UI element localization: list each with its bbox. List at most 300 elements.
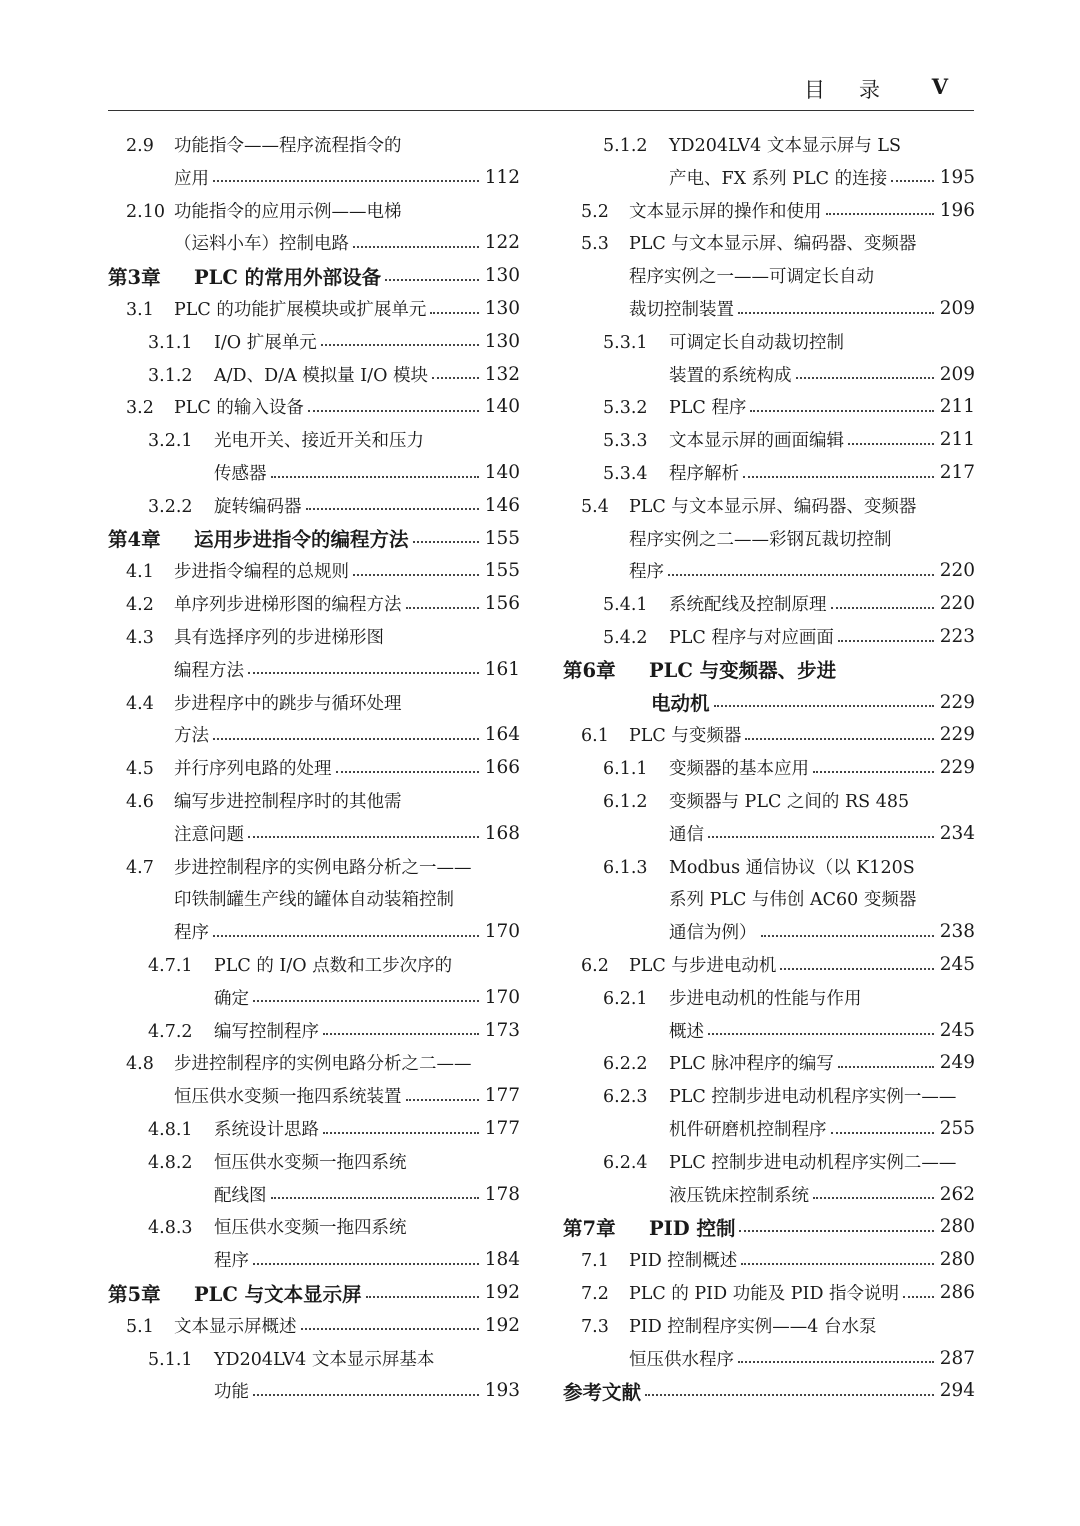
toc-page-number: 130: [484, 330, 520, 352]
toc-page-number: 234: [939, 822, 975, 844]
toc-entry-title: 恒压供水变频一拖四系统装置: [174, 1087, 402, 1108]
toc-leader-dots: [323, 1132, 479, 1134]
toc-entry-number: 7.3: [581, 1316, 609, 1337]
toc-page-number: 280: [939, 1216, 975, 1238]
toc-entry-label: [581, 493, 916, 518]
toc-entry: [563, 456, 975, 489]
toc-entry-title: PID 控制: [649, 1216, 736, 1240]
toc-entry-label: [603, 1083, 956, 1108]
toc-leader-dots: [831, 607, 934, 609]
toc-entry-title: A/D、D/A 模拟量 I/O 模块: [214, 365, 428, 386]
toc-entry: [563, 259, 975, 292]
toc-leader-dots: [708, 836, 934, 838]
toc-entry-label: [108, 262, 381, 290]
toc-entry-title: PLC 的 PID 功能及 PID 指令说明: [629, 1284, 900, 1304]
toc-entry: [108, 1276, 520, 1309]
toc-entry-title: 程序实例之一——可调定长自动: [629, 267, 874, 288]
toc-entry-number: 3.2: [126, 398, 154, 419]
toc-leader-dots: [745, 738, 933, 740]
toc-entry: [108, 522, 520, 555]
toc-entry-number: 3.2.2: [148, 496, 193, 517]
toc-leader-dots: [406, 607, 479, 609]
toc-entry-title: 恒压供水变频一拖四系统: [214, 1218, 407, 1239]
toc-entry-label: [214, 1182, 267, 1207]
toc-entry: [563, 1112, 975, 1145]
toc-leader-dots: [743, 476, 934, 478]
header-title: [804, 74, 914, 104]
toc-entry-label: [581, 1247, 737, 1272]
toc-entry-label: [214, 1247, 249, 1272]
toc-entry: [108, 325, 520, 358]
toc-entry-label: [214, 1378, 249, 1403]
toc-entry: [108, 358, 520, 391]
toc-leader-dots: [323, 1033, 479, 1035]
toc-entry: [563, 587, 975, 620]
toc-page-number: 170: [484, 986, 520, 1008]
toc-entry-label: [214, 985, 249, 1010]
toc-entry-label: [148, 1018, 319, 1043]
toc-page-number: 112: [484, 166, 520, 188]
toc-entry-label: [108, 524, 409, 552]
toc-leader-dots: [831, 1132, 934, 1134]
toc-entry-title: 通信为例）: [669, 923, 757, 944]
toc-entry: [108, 915, 520, 948]
toc-page-number: 195: [939, 166, 975, 188]
toc-entry-label: [651, 688, 710, 716]
toc-page-number: 178: [484, 1183, 520, 1205]
toc-entry-title: 光电开关、接近开关和压力: [214, 431, 424, 452]
toc-page-number: 223: [939, 626, 975, 647]
toc-entry-number: 第6章: [563, 659, 616, 683]
toc-entry: [108, 784, 520, 817]
toc-entry-number: 5.3.3: [603, 431, 648, 452]
toc-entry-label: [126, 1313, 297, 1338]
toc-entry: [563, 489, 975, 522]
toc-entry-number: 5.1.1: [148, 1349, 193, 1370]
toc-entry: [108, 882, 520, 915]
toc-entry-title: 运用步进指令的编程方法: [194, 528, 409, 552]
toc-entry-title: PLC 的功能扩展模块或扩展单元: [174, 300, 427, 320]
toc-entry: [563, 226, 975, 259]
toc-entry-title: I/O 扩展单元: [214, 332, 317, 353]
toc-leader-dots: [413, 541, 479, 543]
toc-entry-title: 系统设计思路: [214, 1120, 319, 1140]
toc-entry: [563, 554, 975, 587]
toc-page-number: 177: [484, 1085, 520, 1107]
toc-entry-title: 恒压供水变频一拖四系统: [214, 1152, 407, 1173]
toc-page-number: 229: [939, 691, 975, 713]
toc-entry-number: 5.1.2: [603, 136, 648, 156]
toc-entry: [108, 390, 520, 423]
toc-entry-title: 系列 PLC 与伟创 AC60 变频器: [669, 890, 917, 911]
toc-entry: [563, 1342, 975, 1375]
toc-entry: [108, 292, 520, 325]
toc-entry-number: 5.3.1: [603, 332, 648, 353]
toc-entry-title: 注意问题: [174, 824, 244, 845]
toc-entry-number: 5.3.2: [603, 398, 648, 419]
toc-entry: [108, 1112, 520, 1145]
toc-leader-dots: [750, 410, 933, 412]
toc-entry-label: [174, 886, 454, 911]
toc-entry-title: YD204LV4 文本显示屏基本: [214, 1349, 435, 1370]
toc-entry-label: [603, 394, 746, 419]
toc-entry-number: 第7章: [563, 1216, 616, 1240]
toc-entry-label: [603, 329, 844, 354]
toc-entry: [108, 620, 520, 653]
toc-leader-dots: [741, 1263, 933, 1265]
toc-entry: [563, 325, 975, 358]
toc-entry: [563, 784, 975, 817]
toc-entry-label: [126, 755, 332, 780]
toc-entry: [563, 1046, 975, 1079]
toc-entry-label: [563, 1377, 641, 1405]
toc-entry: [563, 161, 975, 194]
toc-leader-dots: [430, 312, 478, 314]
toc-page-number: 192: [484, 1282, 520, 1303]
toc-entry: [563, 1079, 975, 1112]
toc-leader-dots: [903, 1296, 934, 1298]
toc-entry-label: [126, 132, 402, 157]
toc-entry-title: PLC 程序与对应画面: [669, 628, 834, 648]
toc-page-number: 140: [484, 396, 520, 418]
toc-entry-label: [669, 1182, 809, 1207]
toc-entry-title: 旋转编码器: [214, 496, 302, 517]
toc-entry: [563, 292, 975, 325]
toc-entry-title: Modbus 通信协议（以 K120S: [669, 857, 915, 878]
toc-entry-label: [669, 886, 916, 911]
toc-entry: [108, 456, 520, 489]
toc-entry-title: 步进控制程序的实例电路分析之一——: [174, 857, 472, 878]
toc-entry-label: [629, 296, 734, 321]
toc-entry-label: [148, 1346, 434, 1371]
toc-entry-title: 变频器的基本应用: [669, 759, 809, 780]
toc-entry: [563, 1374, 975, 1407]
toc-entry-number: 4.8: [126, 1054, 154, 1075]
toc-entry-title: 确定: [214, 988, 249, 1009]
toc-page-number: 196: [939, 199, 975, 221]
toc-entry: [108, 489, 520, 522]
toc-entry-title: 程序: [174, 923, 209, 944]
toc-entry-title: 程序: [214, 1251, 249, 1272]
toc-entry-label: [126, 198, 402, 223]
toc-entry: [563, 1210, 975, 1243]
toc-entry-title: 可调定长自动裁切控制: [669, 332, 844, 353]
toc-page-number: 168: [484, 822, 520, 844]
toc-entry: [108, 817, 520, 850]
toc-entry-title: 机件研磨机控制程序: [669, 1120, 827, 1140]
toc-page-number: 211: [939, 396, 975, 418]
toc-entry: [108, 128, 520, 161]
toc-entry-number: 4.8.3: [148, 1218, 193, 1239]
toc-leader-dots: [780, 968, 933, 970]
toc-entry: [563, 751, 975, 784]
toc-leader-dots: [366, 1296, 479, 1298]
toc-entry-title: PLC 与文本显示屏: [194, 1282, 362, 1306]
toc-entry-label: [603, 755, 809, 780]
toc-entry-title: PLC 的输入设备: [174, 398, 304, 419]
toc-entry-label: [174, 1083, 402, 1108]
toc-entry-label: [148, 952, 452, 977]
toc-entry-title: 文本显示屏的操作和使用: [629, 201, 822, 222]
toc-page-number: 130: [484, 265, 520, 287]
toc-entry-label: [126, 624, 384, 649]
toc-leader-dots: [336, 771, 479, 773]
toc-entry-label: [581, 722, 741, 747]
toc-entry-title: 变频器与 PLC 之间的 RS 485: [669, 792, 910, 812]
toc-entry-label: [214, 460, 267, 485]
toc-entry-label: [581, 198, 822, 223]
toc-page-number: 220: [939, 560, 975, 582]
toc-entry: [108, 1210, 520, 1243]
toc-entry-title: PLC 与步进电动机: [629, 956, 777, 976]
toc-entry-number: 第5章: [108, 1282, 161, 1306]
toc-entry: [563, 194, 975, 227]
toc-entry-label: [126, 558, 349, 583]
toc-entry-number: 2.10: [126, 201, 165, 222]
toc-page-number: 238: [939, 921, 975, 943]
toc-entry-number: 4.4: [126, 693, 154, 714]
toc-entry-title: PID 控制程序实例——4 台水泵: [629, 1316, 877, 1337]
toc-entry-title: PLC 与变频器: [629, 726, 742, 747]
toc-leader-dots: [353, 574, 479, 576]
toc-entry: [108, 226, 520, 259]
toc-page-number: 177: [484, 1118, 520, 1139]
toc-entry-label: [603, 854, 915, 879]
toc-leader-dots: [213, 738, 479, 740]
toc-entry-label: [126, 296, 426, 321]
toc-entry: [563, 882, 975, 915]
toc-page-number: 173: [484, 1019, 520, 1041]
toc-entry-label: [669, 165, 887, 190]
toc-entry-label: [174, 919, 209, 944]
toc-entry-label: [148, 329, 317, 354]
toc-entry-number: 4.5: [126, 759, 154, 780]
header-title-text: 目录: [804, 78, 914, 102]
toc-page-number: 193: [484, 1380, 520, 1402]
toc-page-number: 122: [484, 232, 520, 254]
toc-entry-title: 电动机: [651, 692, 710, 716]
toc-entry: [563, 981, 975, 1014]
toc-page-number: 184: [484, 1249, 520, 1271]
toc-entry: [563, 1276, 975, 1309]
toc-leader-dots: [432, 377, 479, 379]
toc-entry-label: [148, 1116, 319, 1141]
toc-entry-number: 3.2.1: [148, 431, 193, 452]
toc-entry-title: 参考文献: [563, 1380, 642, 1404]
toc-entry-title: 功能指令的应用示例——电梯: [174, 201, 402, 222]
toc-entry-label: [126, 690, 402, 715]
toc-entry-number: 第4章: [108, 528, 161, 552]
toc-entry: [108, 1374, 520, 1407]
toc-entry-number: 第3章: [108, 265, 161, 289]
page-header: [108, 64, 974, 111]
toc-entry-label: [581, 952, 776, 977]
toc-entry-title: 传感器: [214, 464, 267, 484]
toc-entry: [108, 194, 520, 227]
toc-entry: [563, 1145, 975, 1178]
toc-entry-title: 编写控制程序: [214, 1021, 319, 1042]
toc-leader-dots: [738, 1361, 934, 1363]
toc-entry-label: [581, 230, 916, 255]
toc-entry-title: 编程方法: [174, 660, 244, 681]
toc-leader-dots: [248, 836, 479, 838]
toc-leader-dots: [813, 771, 934, 773]
toc-leader-dots: [813, 1197, 934, 1199]
toc-entry: [563, 390, 975, 423]
toc-leader-dots: [761, 935, 934, 937]
toc-entry-title: PLC 与文本显示屏、编码器、变频器: [629, 496, 917, 517]
toc-entry-number: 4.7: [126, 857, 154, 878]
toc-entry-number: 4.3: [126, 628, 154, 648]
toc-entry-title: 文本显示屏的画面编辑: [669, 431, 844, 452]
toc-entry: [563, 686, 975, 719]
toc-entry: [563, 817, 975, 850]
toc-entry-title: 步进指令编程的总规则: [174, 562, 349, 583]
toc-leader-dots: [353, 246, 479, 248]
toc-entry-label: [603, 1050, 834, 1075]
toc-entry-number: 5.4.2: [603, 628, 648, 648]
toc-page-number: 286: [939, 1282, 975, 1303]
toc-entry: [563, 718, 975, 751]
toc-page-number: 166: [484, 757, 520, 779]
toc-entry: [108, 850, 520, 883]
toc-page-number: 229: [939, 757, 975, 779]
toc-leader-dots: [385, 279, 479, 281]
toc-entry: [563, 358, 975, 391]
toc-leader-dots: [714, 705, 934, 707]
toc-entry-number: 4.2: [126, 595, 154, 616]
toc-entry-title: 步进控制程序的实例电路分析之二——: [174, 1054, 472, 1075]
toc-entry: [108, 423, 520, 456]
toc-entry-label: [629, 263, 874, 288]
toc-entry-title: PLC 的常用外部设备: [194, 265, 382, 289]
toc-entry-label: [603, 624, 834, 649]
toc-entry-label: [581, 1313, 876, 1338]
toc-entry-number: 5.3: [581, 234, 609, 255]
toc-entry-label: [126, 394, 304, 419]
toc-leader-dots: [796, 377, 934, 379]
toc-entry: [563, 850, 975, 883]
toc-page-number: 155: [484, 527, 520, 549]
toc-entry-label: [563, 1213, 735, 1241]
toc-entry-label: [148, 427, 424, 452]
toc-entry-title: 配线图: [214, 1185, 267, 1206]
toc-leader-dots: [271, 476, 479, 478]
toc-entry: [108, 1178, 520, 1211]
toc-entry-label: [581, 1280, 899, 1305]
toc-entry-number: 6.1: [581, 726, 609, 747]
toc-entry-label: [669, 919, 757, 944]
toc-entry-title: PLC 的 I/O 点数和工步次序的: [214, 956, 453, 976]
toc-leader-dots: [738, 312, 934, 314]
toc-entry-label: [174, 821, 244, 846]
toc-entry-number: 6.1.3: [603, 857, 648, 878]
toc-entry-number: 4.7.1: [148, 956, 193, 976]
toc-page-number: 164: [484, 724, 520, 746]
toc-entry-number: 3.1: [126, 300, 154, 320]
toc-entry-label: [174, 230, 349, 255]
toc-leader-dots: [301, 1328, 479, 1330]
toc-entry: [108, 161, 520, 194]
toc-entry-label: [108, 1279, 362, 1307]
toc-entry-label: [603, 591, 827, 616]
toc-entry-label: [174, 657, 244, 682]
toc-entry: [108, 1079, 520, 1112]
toc-page-number: 211: [939, 429, 975, 451]
toc-entry-label: [126, 1050, 472, 1075]
toc-entry-title: 具有选择序列的步进梯形图: [174, 628, 384, 648]
toc-leader-dots: [271, 1197, 479, 1199]
toc-entry-title: 液压铣床控制系统: [669, 1185, 809, 1206]
toc-leader-dots: [253, 1394, 479, 1396]
toc-entry-label: [669, 362, 792, 387]
toc-entry-label: [629, 1346, 734, 1371]
toc-page-number: 130: [484, 298, 520, 319]
toc-entry-number: 6.2.1: [603, 988, 648, 1009]
toc-page-number: 140: [484, 462, 520, 483]
toc-page-number: 262: [939, 1183, 975, 1205]
toc-entry-title: 程序: [629, 562, 664, 583]
toc-entry: [108, 1145, 520, 1178]
toc-entry: [108, 1046, 520, 1079]
toc-entry-label: [669, 821, 704, 846]
toc-entry: [108, 587, 520, 620]
toc-page-number: 217: [939, 462, 975, 483]
toc-entry-number: 4.8.2: [148, 1152, 193, 1173]
toc-entry-title: 程序解析: [669, 464, 739, 484]
toc-entry-label: [669, 1018, 704, 1043]
toc-entry-label: [126, 591, 402, 616]
toc-leader-dots: [406, 1099, 479, 1101]
toc-entry-label: [629, 526, 892, 551]
toc-entry: [563, 522, 975, 555]
toc-entry-title: PID 控制概述: [629, 1251, 738, 1272]
toc-page-number: 220: [939, 593, 975, 615]
toc-entry-label: [174, 165, 209, 190]
toc-page-number: 287: [939, 1347, 975, 1369]
toc-entry-title: （运料小车）控制电路: [174, 234, 349, 255]
toc-page-number: 155: [484, 560, 520, 582]
toc-entry-label: [603, 460, 739, 485]
toc-page-number: 229: [939, 724, 975, 746]
toc-entry-title: 方法: [174, 726, 209, 747]
toc-entry-label: [563, 655, 836, 683]
toc-entry: [108, 1014, 520, 1047]
toc-entry-title: 步进电动机的性能与作用: [669, 988, 862, 1009]
toc-entry-label: [148, 1214, 407, 1239]
toc-page-number: 280: [939, 1249, 975, 1271]
toc-entry: [108, 686, 520, 719]
toc-entry-number: 4.8.1: [148, 1120, 193, 1140]
toc-entry-title: 并行序列电路的处理: [174, 759, 332, 780]
toc-entry-title: 通信: [669, 824, 704, 845]
toc-entry-number: 7.1: [581, 1251, 609, 1272]
toc-entry-number: 7.2: [581, 1284, 609, 1304]
toc-entry-number: 4.1: [126, 562, 154, 583]
toc-leader-dots: [838, 1066, 934, 1068]
toc-page-number: 209: [939, 298, 975, 319]
toc-entry-label: [669, 1116, 827, 1141]
header-page-number: V: [931, 74, 948, 99]
toc-entry-title: 功能: [214, 1382, 249, 1403]
toc-entry-title: 单序列步进梯形图的编程方法: [174, 595, 402, 616]
toc-entry-label: [629, 558, 664, 583]
toc-entry-title: PLC 与文本显示屏、编码器、变频器: [629, 234, 917, 255]
toc-entry-label: [603, 985, 862, 1010]
toc-entry: [108, 259, 520, 292]
toc-entry-number: 5.2: [581, 201, 609, 222]
toc-entry-label: [603, 1149, 956, 1174]
